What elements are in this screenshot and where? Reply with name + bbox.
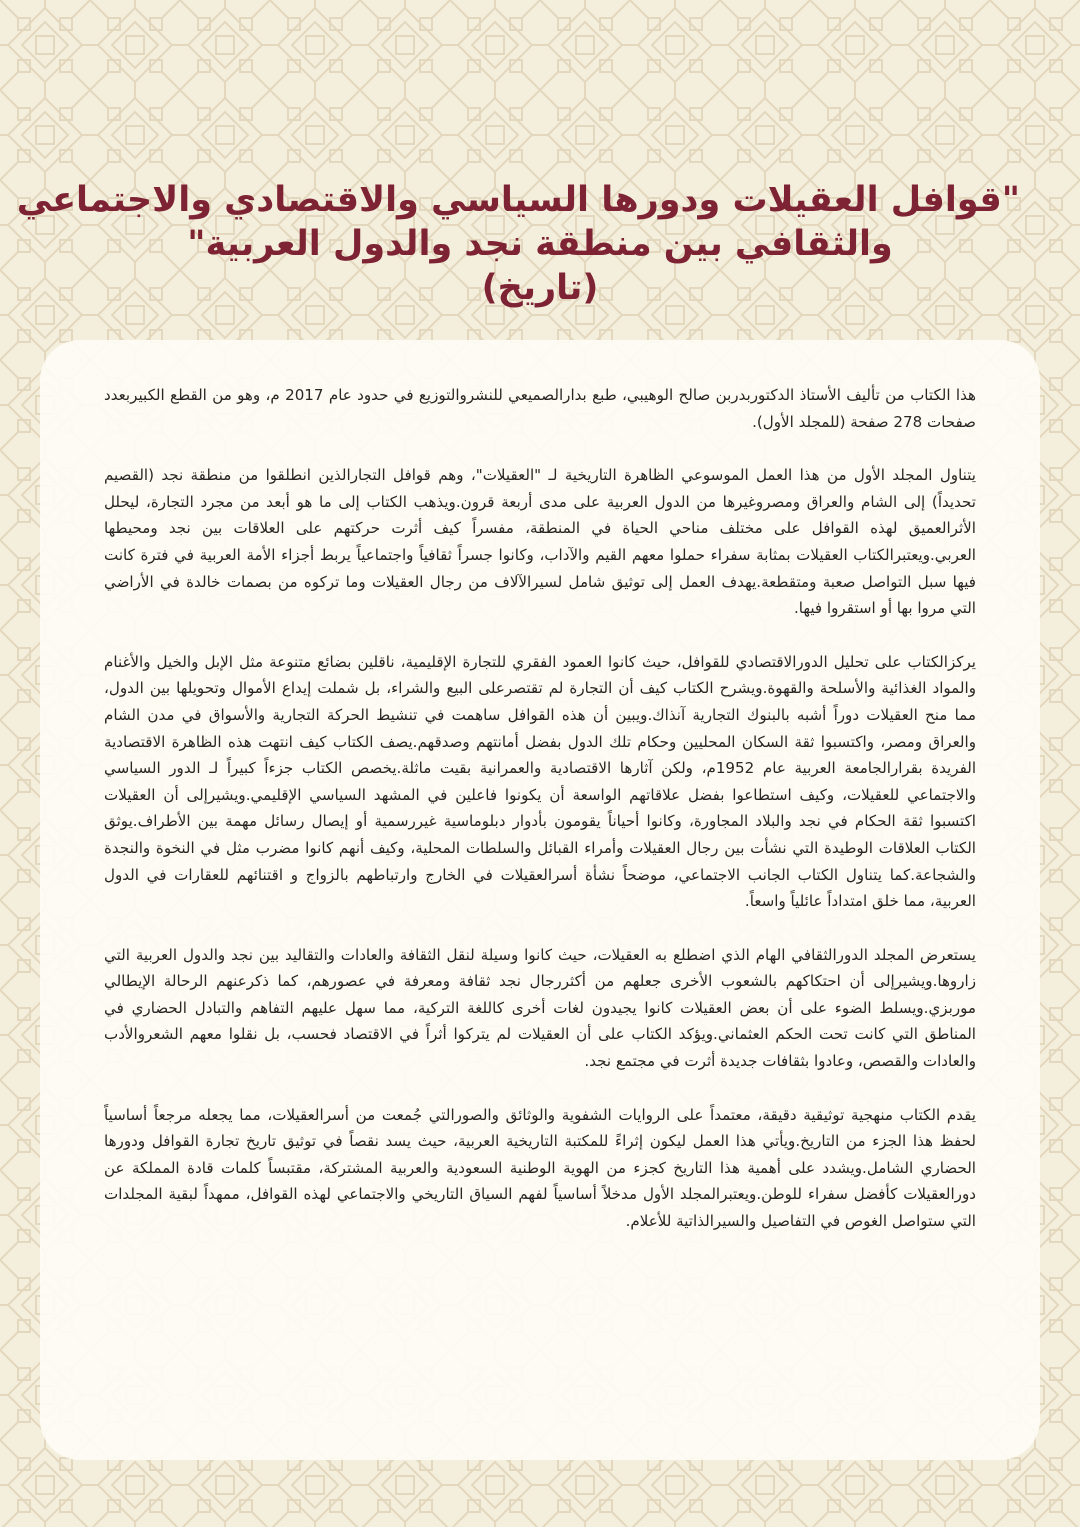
paragraph-economic-political-role: يركزالكتاب على تحليل الدورالاقتصادي للقوافل، حيث كانوا العمود الفقري للتجارة الإقليمية، ناقلين بضائع متنوعة مثل الإبل والخيل والأغنام والمواد الغذائية والأسلحة والقهوة.ويشرح الكتاب كيف أن التجارة لم تقتصرعلى البيع والشراء، بل شملت إيداع الأموال وتحويلها بين الدول، مما منح العقيلات دوراً أشبه بالبنوك التجارية آنذاك.ويبين أن هذه القوافل ساهمت في تنشيط الحركة التجارية والأسواق في مدن الشام والعراق ومصر، واكتسبوا ثقة السكان المحليين وحكام تلك الدول بفضل أمانتهم وصدقهم.يصف الكتاب كيف انتهت هذه الظاهرة الاقتصادية الفريدة بقرارالجامعة العربية عام 1952م، ولكن آثارها الاقتصادية والعمرانية بقيت ماثلة.يخصص الكتاب جزءاً كبيراً لـ الدور السياسي والاجتماعي للعقيلات، وكيف استطاعوا بفضل علاقاتهم الواسعة أن يكونوا فاعلين في المشهد السياسي الإقليمي.ويشيرإلى أن العقيلات اكتسبوا ثقة الحكام في نجد والبلاد المجاورة، وكانوا أحياناً يقومون بأدوار دبلوماسية غيررسمية أو إيصال رسائل مهمة بين الأطراف.يوثق الكتاب العلاقات الوطيدة التي نشأت بين رجال العقيلات وأمراء القبائل والسلطات المحلية، وكيف أنهم كانوا مضرب مثل في النخوة والنجدة والشجاعة.كما يتناول الكتاب الجانب الاجتماعي، موضحاً نشأة أسرالعقيلات في الخارج وارتباطهم بالزواج و اقتنائهم للعقارات في الدول العربية، مما خلق امتداداً عائلياً واسعاً. [104, 652, 977, 911]
paragraph-methodology: يقدم الكتاب منهجية توثيقية دقيقة، معتمداً على الروايات الشفوية والوثائق والصورالتي جُمعت من أسرالعقيلات، مما يجعله مرجعاً أساسياً لحفظ هذا الجزء من التاريخ.ويأتي هذا العمل ليكون إثراءً للمكتبة التاريخية العربية، حيث يسد نقصاً في توثيق تاريخ تجارة القوافل ودورها الحضاري الشامل.ويشدد على أهمية هذا التاريخ كجزء من الهوية الوطنية السعودية والعربية المشتركة، مقتبساً كلمات قادة المملكة عن دورالعقيلات كأفضل سفراء للوطن.ويعتبرالمجلد الأول مدخلاً أساسياً لفهم السياق التاريخي والاجتماعي لهذه القوافل، ممهداً لبقية المجلدات التي ستواصل الغوص في التفاصيل والسيرالذاتية للأعلام. [104, 1105, 976, 1231]
title-line-1: "قوافل العقيلات ودورها السياسي والاقتصادي والاجتماعي [16, 180, 1020, 220]
article-body [104, 382, 976, 1262]
paragraph-overview: يتناول المجلد الأول من هذا العمل الموسوعي الظاهرة التاريخية لـ "العقيلات"، وهم قوافل التجارالذين انطلقوا من منطقة نجد (القصيم تحديداً) إلى الشام والعراق ومصروغيرها من الدول العربية على مدى أربعة قرون.ويذهب الكتاب إلى ما هو أبعد من مجرد التجارة، ليحلل الأثرالعميق لهذه القوافل على مختلف مناحي الحياة في المنطقة، مفسراً كيف أثرت حركتهم على العلاقات بين نجد ومحيطها العربي.ويعتبرالكتاب العقيلات بمثابة سفراء حملوا معهم القيم والآداب، وكانوا جسراً ثقافياً واجتماعياً يربط أجزاء الأمة العربية في فترة كانت فيها سبل التواصل صعبة ومتقطعة.يهدف العمل إلى توثيق شامل لسيرالآلاف من رجال العقيلات وما تركوه من بصمات خالدة في الأراضي التي مروا بها أو استقروا فيها. [104, 466, 976, 618]
title-genre: (تاريخ) [481, 268, 599, 308]
paragraph-cultural-role: يستعرض المجلد الدورالثقافي الهام الذي اضطلع به العقيلات، حيث كانوا وسيلة لنقل الثقافة والعادات والتقاليد بين نجد والدول العربية التي زاروها.ويشيرإلى أن احتكاكهم بالشعوب الأخرى جعلهم من أكثررجال نجد ثقافة ومعرفة في عصورهم، كما ذكرعنهم الرحالة الإيطالي موربزي.ويسلط الضوء على أن بعض العقيلات كانوا يجيدون لغات أخرى كاللغة التركية، مما سهل عليهم التفاهم والتبادل الحضاري في المناطق التي كانت تحت الحكم العثماني.ويؤكد الكتاب على أن العقيلات لم يتركوا أثراً في الاقتصاد فحسب، بل نقلوا معهم الشعروالأدب والعادات والقصص، وعادوا بثقافات جديدة أثرت في مجتمع نجد. [104, 945, 976, 1071]
paragraph-publication-info: هذا الكتاب من تأليف الأستاذ الدكتوربدربن صالح الوهيبي، طبع بدارالصميعي للنشروالتوزيع في حدود عام 2017 م، وهو من القطع الكبيربعدد صفحات 278 صفحة (للمجلد الأول). [104, 386, 976, 431]
title-line-2: والثقافي بين منطقة نجد والدول العربية" [187, 224, 893, 264]
book-title [16, 178, 1020, 310]
